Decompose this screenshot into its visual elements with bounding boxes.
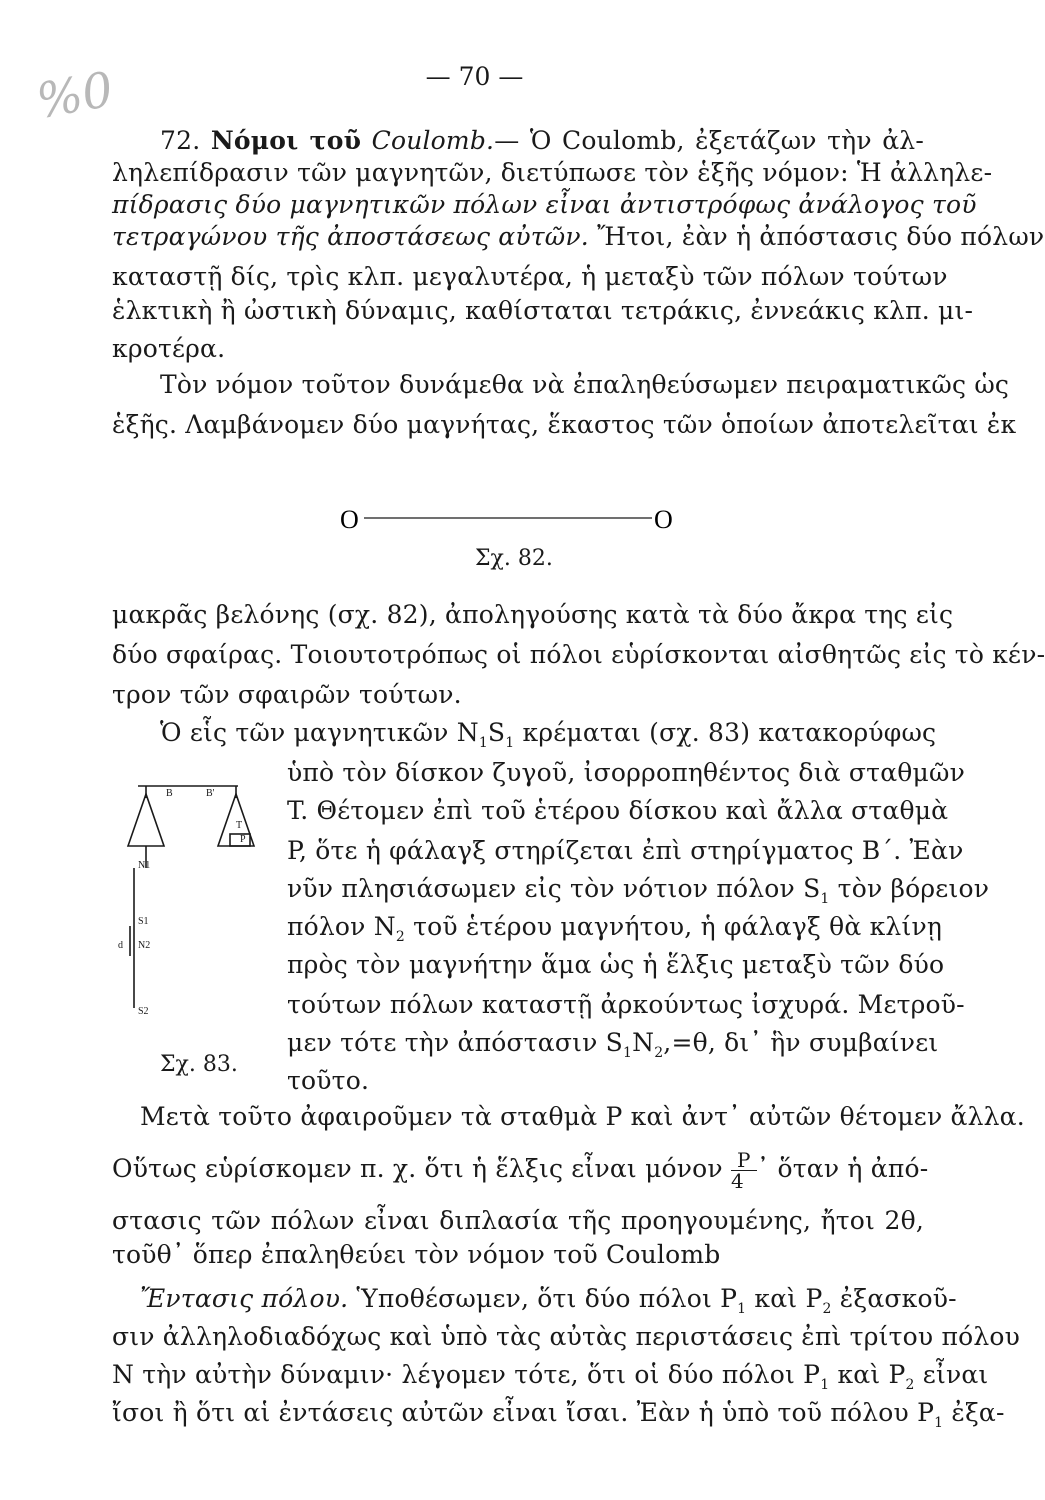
text-line: σιν ἀλληλοδιαδόχως καὶ ὑπὸ τὰς αὐτὰς περιστάσεις ἐπὶ τρίτου πόλου [112,1322,1021,1351]
text-line: πρὸς τὸν μαγνήτην ἅμα ὡς ἡ ἕλξις μεταξὺ τῶν δύο [287,950,945,979]
subscript: 2 [395,929,405,945]
text-line [112,1360,989,1400]
text-line [140,1284,957,1324]
text-fragment: ἐξασκοῦ- [831,1284,957,1313]
fraction-denominator: 4 [730,1169,744,1193]
section-heading-line [160,126,924,156]
text-line [287,874,990,914]
fraction-numerator: P [731,1150,757,1171]
text-line: Μετὰ τοῦτο ἀφαιροῦμεν τὰ σταθμὰ P καὶ ἀντ᾽ αὐτῶν θέτομεν ἄλλα. [140,1102,1025,1131]
subscript: 1 [820,891,830,907]
text-line [287,1028,939,1068]
faded-stamp: %0 [32,61,118,130]
figure-83-caption: Σχ. 83. [160,1052,238,1077]
text-line: τοῦτο. [287,1066,370,1095]
subscript: 1 [478,735,488,751]
fig83-label-d: d [118,940,123,951]
page-number: — 70 — [425,62,524,91]
text-line [287,912,943,952]
text-fragment: Οὕτως εὑρίσκομεν π. χ. ὅτι ἡ ἕλξις εἶναι μόνον [112,1154,723,1183]
text-fragment: ,=θ, δι᾽ ἣν συμβαίνει [663,1028,939,1057]
subscript: 1 [934,1415,944,1431]
text-line: δύο σφαίρας. Τοιουτοτρόπως οἱ πόλοι εὑρίσκονται αἰσθητῶς εἰς τὸ κέν- [112,640,1045,669]
figure-82-caption: Σχ. 82. [475,546,553,571]
text-fragment: Ἤτοι, ἐὰν ἡ ἀπόστασις δύο πόλων [597,222,1045,251]
fig83-label-p: P [240,834,246,845]
text-fragment: Ὑποθέσωμεν, ὅτι δύο πόλοι P [348,1284,738,1313]
text-fragment: ἴσοι ἢ ὅτι αἱ ἐντάσεις αὐτῶν εἶναι ἴσαι. Ἐὰν ἡ ὑπὸ τοῦ πόλου P [112,1398,935,1427]
text-line: ἑξῆς. Λαμβάνομεν δύο μαγνήτας, ἕκαστος τῶν ὁποίων ἀποτελεῖται ἐκ [112,410,1017,439]
text-line: στασις τῶν πόλων εἶναι διπλασία τῆς προηγουμένης, ἤτοι 2θ, [112,1206,924,1235]
law-statement-line: πίδρασις δύο μαγνητικῶν πόλων εἶναι ἀντιστρόφως ἀνάλογος τοῦ [112,190,977,219]
fig83-label-n2: N2 [138,940,151,951]
text-fragment: κρέμαται (σχ. 83) κατακορύφως [514,718,937,747]
text-fragment: μεν τότε τὴν ἀπόστασιν S [287,1028,623,1057]
sphere-right: O [654,505,673,534]
subscript: 1 [623,1045,633,1061]
fig83-label-n1: N1 [138,860,151,871]
text-fragment: νῦν πλησιάσωμεν εἰς τὸν νότιον πόλον S [287,874,821,903]
subscript: 1 [505,735,515,751]
subscript: 2 [905,1377,915,1393]
section-title-name: Coulomb. [371,126,495,155]
law-statement-end: τετραγώνου τῆς ἀποστάσεως αὐτῶν. [112,222,589,251]
subscript: 1 [820,1377,830,1393]
text-fragment: N τὴν αὐτὴν δύναμιν· λέγομεν τότε, ὅτι οἱ δύο πόλοι P [112,1360,821,1389]
text-fragment: ἐξα- [943,1398,1005,1427]
text-line: καταστῇ δίς, τρὶς κλπ. μεγαλυτέρα, ἡ μεταξὺ τῶν πόλων τούτων [112,262,948,291]
figure-83-balance [118,776,268,1036]
left-pan [128,794,164,846]
text-line: κροτέρα. [112,334,226,363]
fraction [731,1150,757,1191]
subscript: 1 [737,1301,747,1317]
text-fragment: S [487,718,506,747]
text-fragment: εἶναι [914,1360,989,1389]
text-line: τοῦθ᾽ ὅπερ ἐπαληθεύει τὸν νόμον τοῦ Coulomb [112,1240,721,1269]
subscript: 2 [654,1045,664,1061]
text-fragment: τὸν βόρειον [829,874,990,903]
fig83-label-s2: S2 [138,1006,149,1017]
text-fragment: ᾽ ὅταν ἡ ἀπό- [756,1154,929,1183]
text-fragment: N [632,1028,655,1057]
sphere-left: O [340,505,359,534]
text-line [112,222,1045,252]
text-line: ληλεπίδρασιν τῶν μαγνητῶν, διετύπωσε τὸν ἑξῆς νόμον: Ἡ ἀλληλε- [112,158,993,187]
text-line: μακρᾶς βελόνης (σχ. 82), ἀποληγούσης κατὰ τὰ δύο ἄκρα της εἰς [112,600,954,629]
fig83-label-t: T [236,820,243,831]
text-line: P, ὅτε ἡ φάλαγξ στηρίζεται ἐπὶ στηρίγματος B΄. Ἐὰν [287,836,964,865]
text-fragment: καὶ P [829,1360,906,1389]
text-line [112,1148,929,1193]
section-number: 72. [160,126,201,155]
text-line: ὑπὸ τὸν δίσκον ζυγοῦ, ἰσορροπηθέντος διὰ σταθμῶν [287,758,965,787]
text-fragment: Ὁ εἷς τῶν μαγνητικῶν N [160,718,479,747]
fig83-label-b-prime: B' [206,788,215,799]
text-line: τούτων πόλων καταστῇ ἀρκούντως ἰσχυρά. Μετροῦ- [287,990,965,1019]
section-title: Νόμοι τοῦ [210,126,362,155]
text-line [112,1398,1005,1438]
text-line: ἑλκτικὴ ἢ ὠστικὴ δύναμις, καθίσταται τετράκις, ἐννεάκις κλπ. μι- [112,296,974,325]
text-line: τρον τῶν σφαιρῶν τούτων. [112,680,462,709]
text-line: Τὸν νόμον τοῦτον δυνάμεθα νὰ ἐπαληθεύσωμεν πειραματικῶς ὡς [160,370,1010,399]
text-fragment: τοῦ ἑτέρου μαγνήτου, ἡ φάλαγξ θὰ κλίνῃ [404,912,943,941]
figure-82-needle [340,498,684,538]
text-line: T. Θέτομεν ἐπὶ τοῦ ἑτέρου δίσκου καὶ ἄλλα σταθμὰ [287,796,949,825]
subheading-italic: Ἔντασις πόλου. [140,1284,349,1313]
text-line: — Ὁ Coulomb, ἐξετάζων τὴν ἀλ- [494,126,924,155]
fig83-label-b: B [166,788,173,799]
text-fragment: καὶ P [746,1284,823,1313]
text-fragment: πόλον N [287,912,396,941]
fig83-label-s1: S1 [138,916,149,927]
subscript: 2 [822,1301,832,1317]
text-line [160,718,937,758]
